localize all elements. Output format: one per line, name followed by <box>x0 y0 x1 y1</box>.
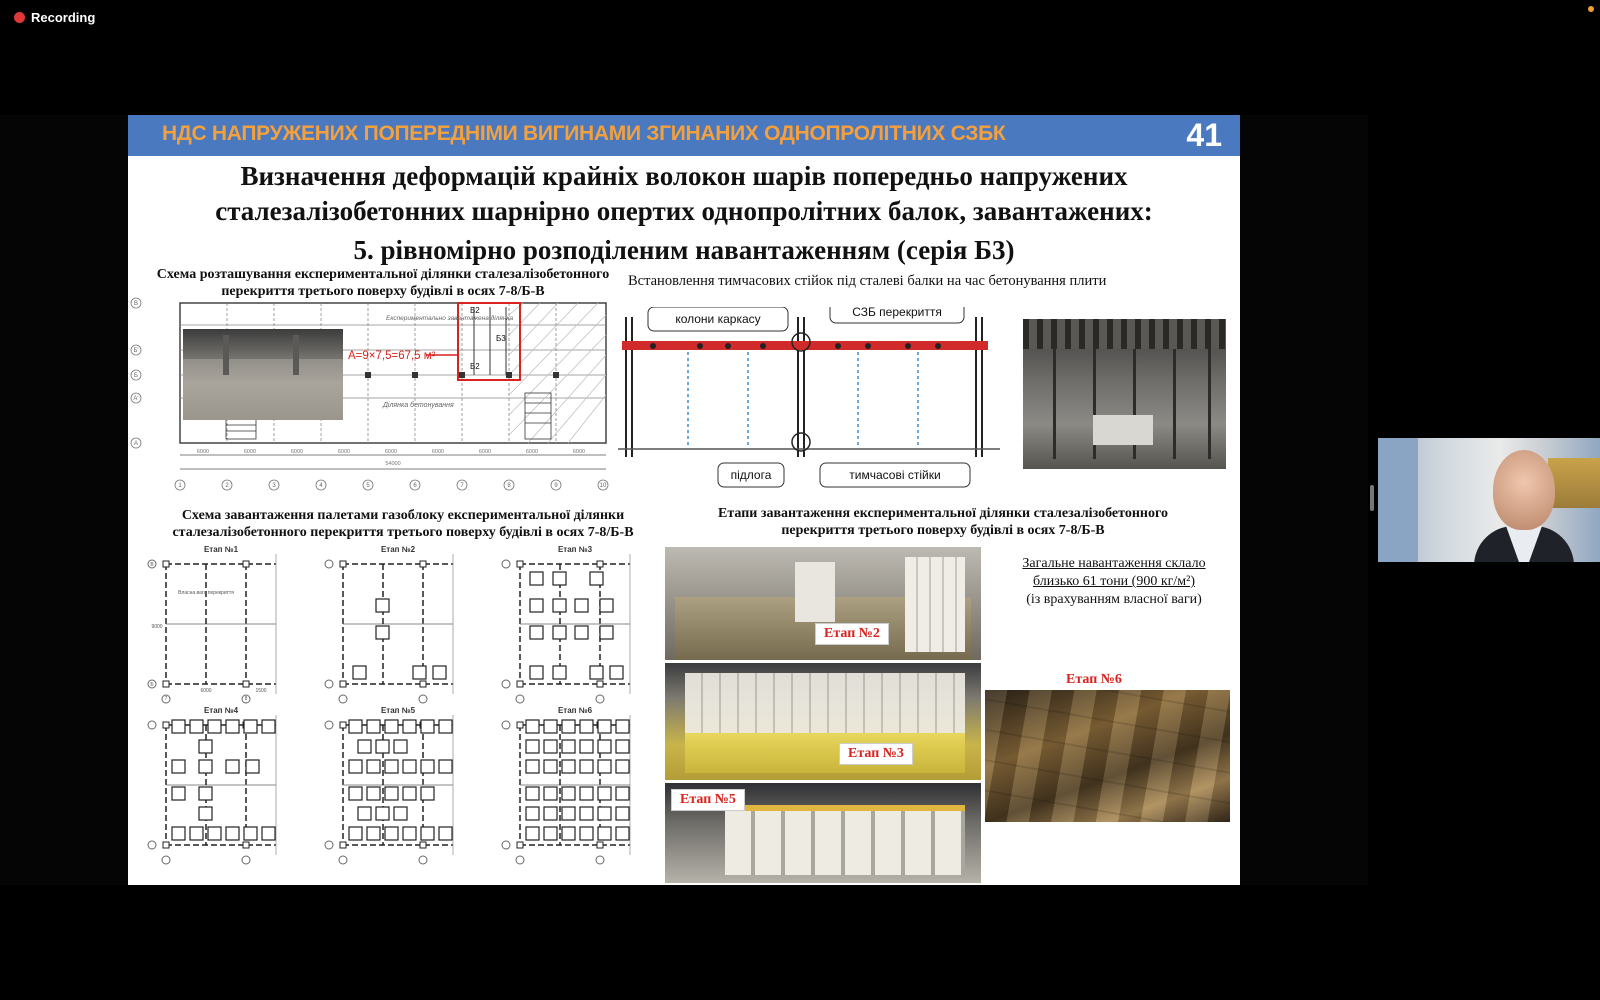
plan-dim-3: 6000 <box>290 449 304 455</box>
scheme-axis-7: 7 <box>164 696 168 702</box>
plan-dim-5: 6000 <box>384 449 398 455</box>
label-temporary-props: тимчасові стійки <box>849 468 941 482</box>
plan-axis-b1: Б' <box>133 348 139 354</box>
plan-axis-a1: А' <box>133 396 139 402</box>
note-line2: близько 61 тони (900 кг/м²) <box>1033 574 1195 589</box>
scheme-title-6: Етап №6 <box>557 706 593 715</box>
stage-photo-6 <box>985 690 1230 822</box>
plan-axis-1: 1 <box>178 483 182 489</box>
beam-label-b2-bottom: Б2 <box>470 362 480 371</box>
scheme-title-3: Етап №3 <box>557 545 593 554</box>
plan-axis-6: 6 <box>413 483 417 489</box>
plan-dim-8: 6000 <box>525 449 539 455</box>
scheme-axis-v: В <box>150 562 154 568</box>
slide-header <box>128 115 1240 156</box>
plan-axis-v: В <box>133 301 139 307</box>
participant-video[interactable] <box>1378 438 1600 562</box>
scheme-axis-b: Б <box>150 682 154 688</box>
plan-dim-total: 54000 <box>385 461 401 467</box>
stage-photo-label-3: Етап №3 <box>839 743 913 765</box>
slide-subtitle: 5. рівномірно розподіленим навантаженням (серія Б3) <box>353 235 1015 265</box>
load-schemes-drawing <box>128 540 668 885</box>
scheme-title-1: Етап №1 <box>203 545 239 554</box>
plan-dim-6: 6000 <box>431 449 445 455</box>
note-line3: (із врахуванням власної ваги) <box>1026 592 1202 607</box>
site-photo-props <box>1023 319 1226 469</box>
scheme-axis-8: 8 <box>244 696 248 702</box>
plan-axis-2: 2 <box>225 483 229 489</box>
label-floor: підлога <box>730 468 772 482</box>
slide-header-title: НДС НАПРУЖЕНИХ ПОПЕРЕДНІМИ ВИГИНАМИ ЗГИНАНИХ ОДНОПРОЛІТНИХ СЗБК <box>162 122 1006 145</box>
stage-photo-2 <box>665 547 981 660</box>
stage-photo-label-5: Етап №5 <box>671 789 745 811</box>
plan-axis-5: 5 <box>366 483 370 489</box>
status-dot-icon <box>1588 6 1594 12</box>
slide-title <box>128 159 1240 229</box>
caption-load-schemes: Схема завантаження палетами газоблоку експериментальної ділянки сталезалізобетонного перекриття третього поверху будівлі в осях 7-8/Б-В <box>172 508 634 540</box>
record-icon <box>14 12 25 23</box>
plan-dim-9: 6000 <box>572 449 586 455</box>
slide-number: 41 <box>1186 117 1222 153</box>
plan-dim-2: 6000 <box>243 449 257 455</box>
presentation-slide <box>128 115 1240 885</box>
plan-area-label: А=9×7,5=67,5 м² <box>348 350 436 362</box>
plan-axis-8: 8 <box>507 483 511 489</box>
scheme-title-4: Етап №4 <box>203 706 239 715</box>
plan-axis-7: 7 <box>460 483 464 489</box>
scheme-dim-9000: 9000 <box>151 624 163 630</box>
panel-resize-handle[interactable] <box>1370 485 1374 511</box>
plan-exp-zone-label: Експериментально завантажена ділянка <box>386 315 514 322</box>
scheme-self-weight: Власна вага перекриття <box>178 590 234 596</box>
scheme-dim-1500: 1500 <box>255 688 267 694</box>
plan-concrete-zone-label: Ділянка бетонування <box>383 402 454 409</box>
plan-axis-a: А <box>133 441 139 447</box>
plan-dim-4: 6000 <box>337 449 351 455</box>
plan-axis-3: 3 <box>272 483 276 489</box>
stage-photo-label-2: Етап №2 <box>815 623 889 645</box>
caption-loading-stages: Етапи завантаження експериментальної ділянки сталезалізобетонного перекриття третього поверху будівлі в осях 7-8/Б-В <box>718 506 1168 538</box>
label-composite-slab: СЗБ перекриття <box>852 307 942 319</box>
plan-dim-7: 6000 <box>478 449 492 455</box>
plan-axis-4: 4 <box>319 483 323 489</box>
site-photo-empty-floor <box>183 329 343 420</box>
scheme-title-2: Етап №2 <box>380 545 416 554</box>
plan-axis-10: 10 <box>599 483 607 489</box>
caption-props: Встановлення тимчасових стійок під сталеві балки на час бетонування плити <box>628 273 1107 289</box>
stage-6-title: Етап №6 <box>1066 672 1122 687</box>
stage-photo-5 <box>665 783 981 883</box>
stage-photo-3 <box>665 663 981 780</box>
recording-label: Recording <box>31 10 96 25</box>
props-diagram <box>618 307 1000 497</box>
note-line1: Загальне навантаження склало <box>1022 556 1206 571</box>
total-load-note <box>1000 555 1228 609</box>
plan-axis-b: Б <box>134 373 138 379</box>
scheme-title-5: Етап №5 <box>380 706 416 715</box>
label-frame-columns: колони каркасу <box>675 312 761 326</box>
plan-axis-9: 9 <box>554 483 558 489</box>
slide-title-line1: Визначення деформацій крайніх волокон шарів попередньо напружених <box>240 161 1128 191</box>
beam-label-b3: Б3 <box>496 334 506 343</box>
plan-dim-1: 6000 <box>196 449 210 455</box>
caption-plan: Схема розташування експериментальної ділянки сталезалізобетонного перекриття третього поверху будівлі в осях 7-8/Б-В <box>156 267 610 299</box>
scheme-dim-6000: 6000 <box>200 688 212 694</box>
slide-title-line2: сталезалізобетонних шарнірно опертих однопролітних балок, завантажених: <box>215 196 1153 226</box>
beam-label-b2-top: Б2 <box>470 306 480 315</box>
recording-indicator <box>14 10 95 25</box>
